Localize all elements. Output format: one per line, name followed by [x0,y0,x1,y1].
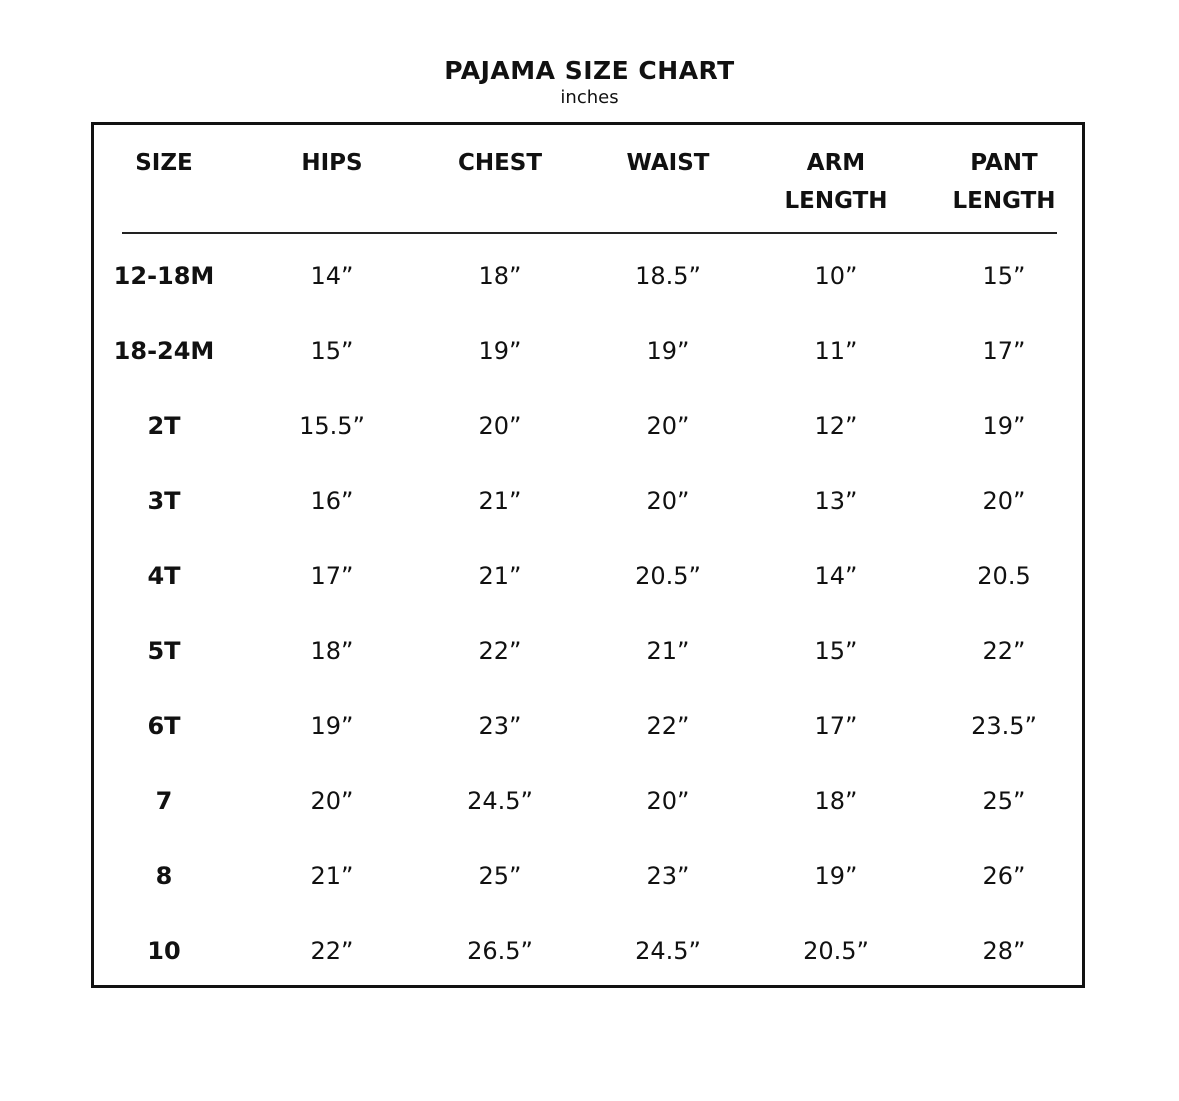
cell-chest: 21” [478,562,522,590]
cell-chest: 26.5” [467,937,533,965]
cell-waist: 24.5” [635,937,701,965]
cell-waist: 21” [646,637,690,665]
cell-waist: 22” [646,712,690,740]
cell-size: 18-24M [113,337,215,365]
cell-hips: 22” [310,937,354,965]
cell-arm-length: 18” [814,787,858,815]
cell-hips: 15.5” [299,412,365,440]
cell-waist: 20” [646,412,690,440]
cell-hips: 18” [310,637,354,665]
cell-chest: 20” [478,412,522,440]
column-header-size [84,144,244,182]
cell-pant-length: 15” [982,262,1026,290]
column-header-line: LENGTH [952,188,1056,214]
cell-size: 12-18M [113,262,215,290]
cell-hips: 14” [310,262,354,290]
cell-arm-length: 15” [814,637,858,665]
column-header-line: LENGTH [784,188,888,214]
cell-waist: 18.5” [635,262,701,290]
cell-arm-length: 14” [814,562,858,590]
column-header-line: PANT [970,150,1038,176]
cell-waist: 19” [646,337,690,365]
cell-chest: 22” [478,637,522,665]
cell-arm-length: 17” [814,712,858,740]
column-header-line: SIZE [135,150,193,176]
cell-hips: 21” [310,862,354,890]
cell-size: 4T [147,562,181,590]
cell-hips: 17” [310,562,354,590]
cell-pant-length: 19” [982,412,1026,440]
cell-arm-length: 13” [814,487,858,515]
cell-waist: 20” [646,787,690,815]
cell-arm-length: 19” [814,862,858,890]
cell-pant-length: 28” [982,937,1026,965]
cell-pant-length: 23.5” [971,712,1037,740]
cell-size: 8 [155,862,173,890]
cell-pant-length: 22” [982,637,1026,665]
column-header-waist [588,144,748,182]
column-header-line: HIPS [301,150,363,176]
cell-hips: 20” [310,787,354,815]
cell-size: 2T [147,412,181,440]
column-header-chest [420,144,580,182]
cell-arm-length: 12” [814,412,858,440]
cell-pant-length: 20.5 [977,562,1031,590]
header-divider [122,232,1057,234]
cell-chest: 23” [478,712,522,740]
cell-size: 10 [147,937,181,965]
cell-arm-length: 10” [814,262,858,290]
cell-hips: 16” [310,487,354,515]
cell-pant-length: 20” [982,487,1026,515]
cell-pant-length: 17” [982,337,1026,365]
column-header-line: ARM [806,150,866,176]
cell-waist: 20” [646,487,690,515]
column-header-line: CHEST [457,150,543,176]
column-header-arm-length [756,144,916,220]
cell-size: 7 [155,787,173,815]
cell-size: 6T [147,712,181,740]
cell-chest: 19” [478,337,522,365]
page-title: PAJAMA SIZE CHART [444,56,735,85]
cell-hips: 15” [310,337,354,365]
cell-hips: 19” [310,712,354,740]
cell-chest: 25” [478,862,522,890]
cell-pant-length: 25” [982,787,1026,815]
cell-pant-length: 26” [982,862,1026,890]
size-chart-frame [91,122,1085,988]
cell-waist: 23” [646,862,690,890]
unit-label: inches [560,87,619,108]
cell-chest: 21” [478,487,522,515]
column-header-pant-length [924,144,1084,220]
cell-chest: 24.5” [467,787,533,815]
column-header-line: WAIST [626,150,710,176]
cell-size: 5T [147,637,181,665]
cell-arm-length: 11” [814,337,858,365]
cell-chest: 18” [478,262,522,290]
column-header-hips [252,144,412,182]
cell-waist: 20.5” [635,562,701,590]
cell-arm-length: 20.5” [803,937,869,965]
cell-size: 3T [147,487,181,515]
